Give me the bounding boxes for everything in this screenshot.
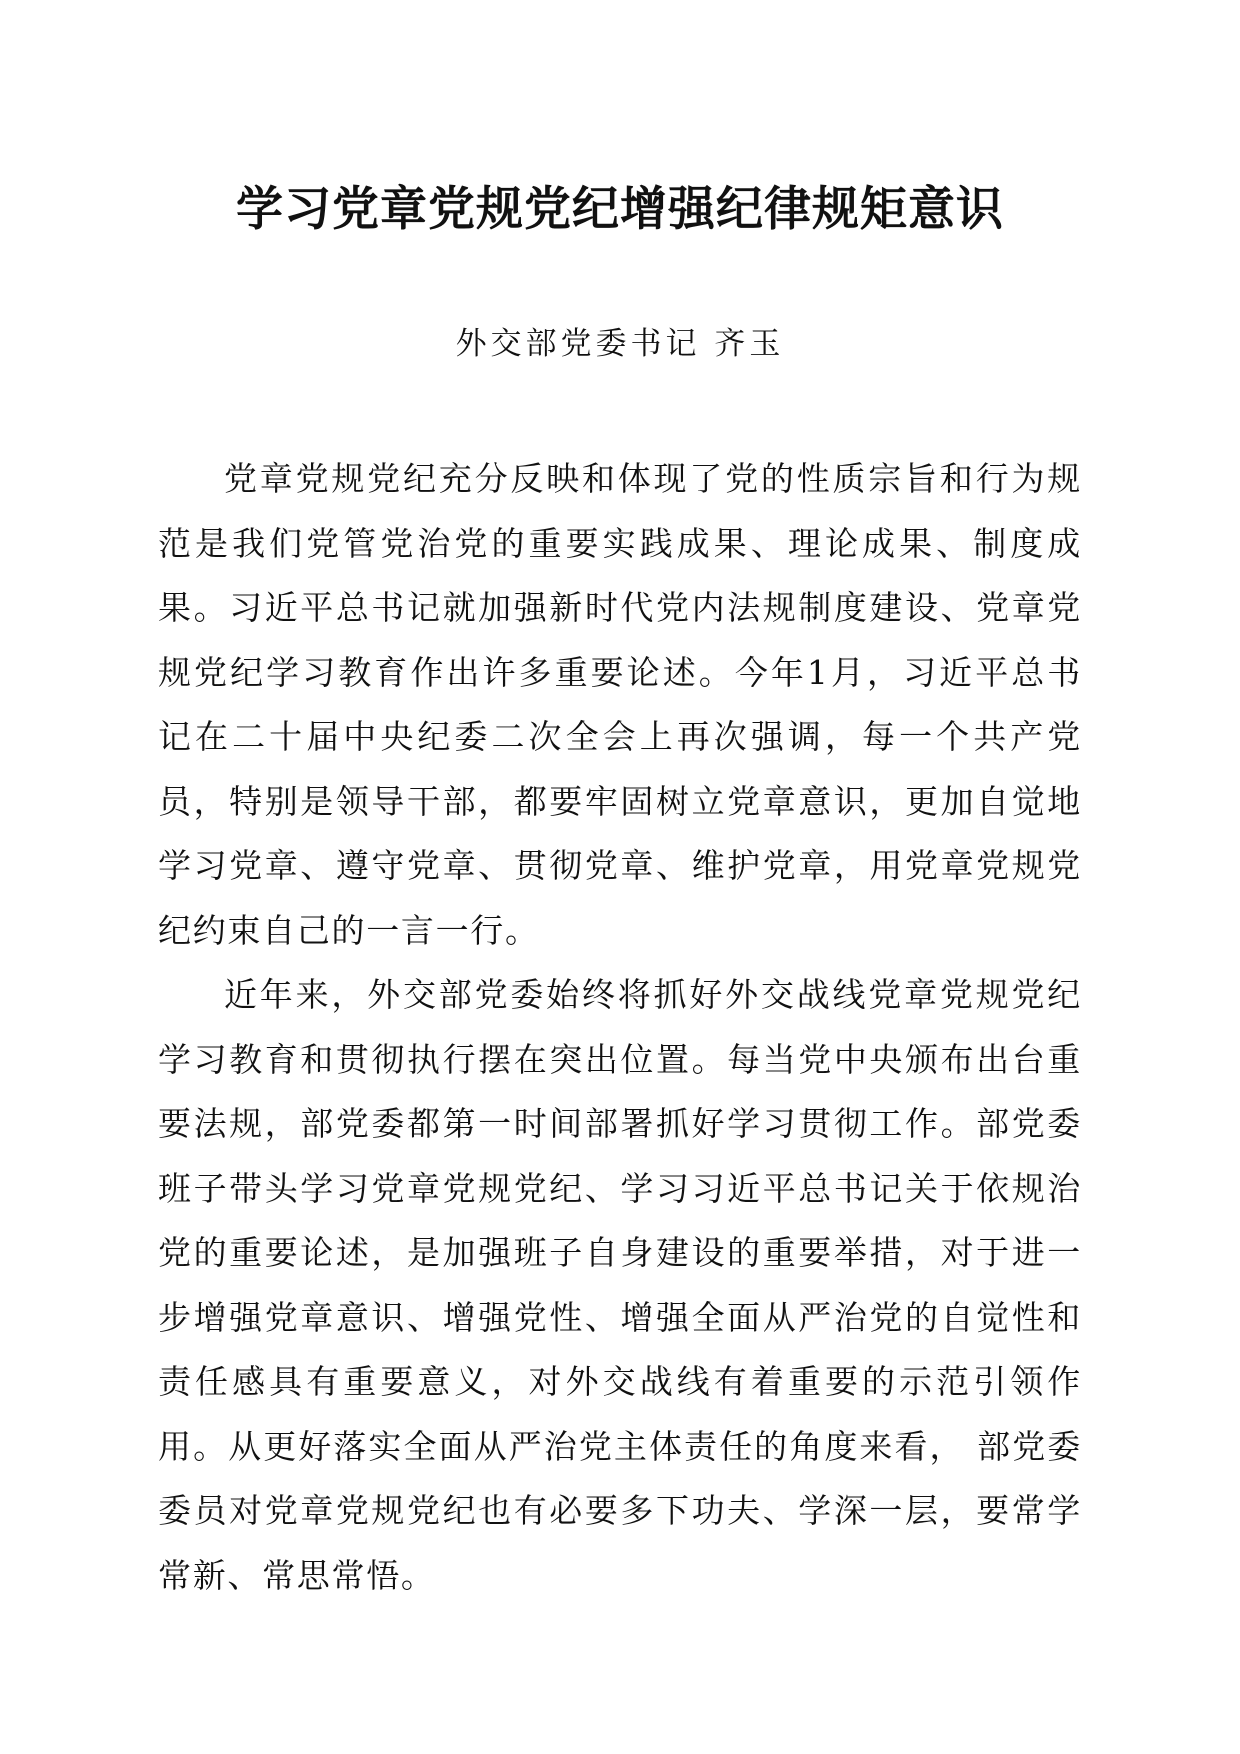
paragraph: 党章党规党纪充分反映和体现了党的性质宗旨和行为规范是我们党管党治党的重要实践成果、理论成果、制度成果。习近平总书记就加强新时代党内法规制度建设、党章党规党纪学习教育作出许多重要论述。今年1月，习近平总书记在二十届中央纪委二次全会上再次强调，每一个共产党员，特别是领导干部，都要牢固树立党章意识，更加自觉地学习党章、遵守党章、贯彻党章、维护党章，用党章党规党纪约束自己的一言一行。 [158, 459, 1082, 950]
document-author: 外交部党委书记 齐玉 [455, 326, 785, 362]
document-title: 学习党章党规党纪增强纪律规矩意识 [236, 182, 1004, 237]
paragraph: 近年来，外交部党委始终将抓好外交战线党章党规党纪学习教育和贯彻执行摆在突出位置。每当党中央颁布出台重要法规，部党委都第一时间部署抓好学习贯彻工作。部党委班子带头学习党章党规党纪、学习习近平总书记关于依规治党的重要论述，是加强班子自身建设的重要举措，对于进一步增强党章意识、增强党性、增强全面从严治党的自觉性和责任感具有重要意义，对外交战线有着重要的示范引领作用。从更好落实全面从严治党主体责任的角度来看， 部党委委员对党章党规党纪也有必要多下功夫、学深一层，要常学常新、常思常悟。 [158, 975, 1082, 1595]
document-body [158, 447, 1082, 1608]
